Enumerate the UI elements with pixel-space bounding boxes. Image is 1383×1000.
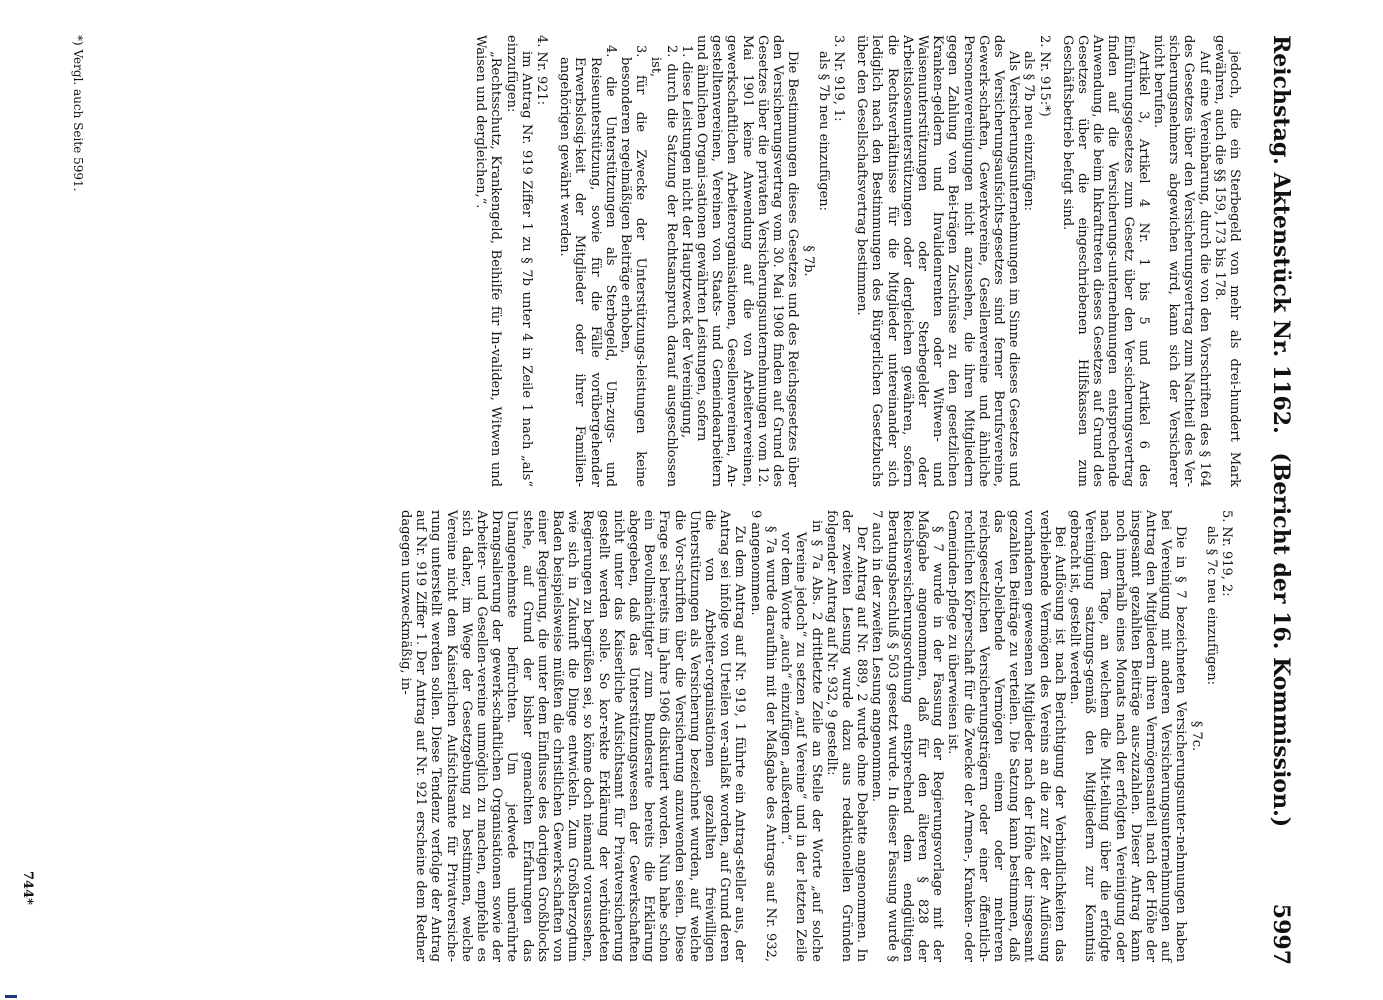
scanned-page	[0, 5, 1300, 995]
header-commission: (Bericht der 16. Kommission.)	[1268, 452, 1294, 828]
list-item: 4. die Unterstützungen als Sterbegeld, Um-zugs- und Reiseunterstützung, sowie für die Fälle vorübergehender Erwerbslosig-keit der Mitglieder oder ihrer Familien-angehörigen gewährt werden.	[557, 45, 618, 487]
paragraph: Die in § 7 bezeichneten Versicherungsunter-nehmungen haben bei Vereinigung mit anderen Versicherungsunternehmungen auf Antrag den Mitgliedern ihren Vermögensanteil nach der Höhe der insgesamt gezahlten Beiträge aus-zuzahlen. Dieser Antrag kann noch innerhalb eines Monats nach der erfolgten Vereinigung oder nach dem Tage, an welchem die Mit-teilung über die erfolgte Vereinigung satzungs-gemäß den Mitgliedern zur Kenntnis gebracht ist, gestellt werden.	[1066, 510, 1189, 962]
page-number: 5997	[1268, 903, 1294, 965]
item-heading: 2. Nr. 915:*)	[1036, 35, 1052, 117]
right-column	[398, 510, 1242, 962]
item-heading: 5. Nr. 919, 2:	[1219, 510, 1234, 597]
paragraph: Auf eine Vereinbarung, durch die von den Vorschriften des § 164 des Gesetzes über den Versicherungsvertrag zum Nachteil des Ver-sicherungsnehmers abgewichen wird, kann sich der Versicherer nicht berufen.	[1150, 35, 1212, 487]
section-title: § 7c.	[1188, 720, 1204, 752]
list-item: 2. durch die Satzung der Rechtsanspruch darauf ausgeschlossen ist,	[648, 45, 679, 487]
paragraph: als § 7b neu einzufügen:	[1021, 51, 1037, 212]
paragraph: § 7 wurde in der Fassung der Regierungsvorlage mit der Maßgabe angenommen, daß für den älteren § 828 der Reichsversicherungsordnung entsprechend dem endgültigen Beratungsbeschluß § 503 gesetzt wurde. In dieser Fassung wurde § 7 auch in der zweiten Lesung angenommen.	[869, 510, 946, 962]
list-item: 1. diese Leistungen nicht der Hauptzweck der Vereinigung,	[678, 45, 694, 439]
item-heading: 4. Nr. 921:	[534, 35, 550, 106]
item-heading: 3. Nr. 919, 1:	[830, 35, 846, 122]
header-left: Reichstag. Aktenstück Nr. 1162.	[1268, 35, 1294, 434]
page-signature: 744*	[20, 871, 35, 905]
section-title: § 7b.	[800, 245, 816, 277]
footnote: *) Vergl. auch Seite 5991.	[71, 35, 85, 192]
paragraph: Der Antrag auf Nr. 889, 2 wurde ohne Debatte angenommen. In der zweiten Lesung wurde dazu aus redaktionellen Gründen folgender Antrag auf Nr. 932, 9 gestellt:	[823, 510, 870, 962]
paragraph: Zu dem Antrag auf Nr. 919, 1 führte ein Antrag-steller aus, der Antrag sei infolge von Urteilen ver-anlaßt worden, auf Grund deren die von Arbeiter-organisationen gezahlten freiwilligen Unterstützungen als Versicherung bezeichnet wurden, auf welche die Vor-schriften über die Versicherung anzuwenden seien. Diese Frage sei bereits im Jahre 1906 diskutiert worden. Nun habe schon ein Bevollmächtigter zum Bundesrate bereits die Erklärung abgegeben, daß das Unterstützungswesen der Gewerkschaften nicht unter das Kaiserliche Aufsichtsamt für Privatversicherung gestellt werden solle. So kor-rekte Erklärung der verbündeten Regierungen zu begrüßen sei, so könne doch niemand voraussehen, wie sich in Zukunft die Dinge entwickeln. Zum Großherzogtum Baden beispielsweise müßten die christlichen Gewerk-schaften von einer Regierung, die unter dem Einflusse des dortigen Großblocks stehe, auf Grund der bisher gemachten Erfahrungen das Unangenehmste befürchten. Um jedwede unberührte Drangsalierung der gewerk-schaftlichen Organisationen sowie der Arbeiter- und Gesellen-vereine unmöglich zu machen, empfehle es sich daher, im Wege der Gesetzgebung zu bestimmen, welche Vereine nicht dem Kaiserlichen Aufsichtsamte für Privatversiche-rung unterstellt werden sollen. Diese Tendenz verfolge der Antrag auf Nr. 919 Ziffer 1. Der Antrag auf Nr. 921 erscheine dem Redner dagegen unzweckmäßig, in-	[398, 510, 748, 962]
paragraph: Artikel 3, Artikel 4 Nr. 1 bis 5 und Artikel 6 des Einführungsgesetzes zum Gesetz über den Ver-sicherungsvertrag finden auf die Versicherungs-unternehmungen entsprechende Anwendung, die beim Inkrafttreten dieses Gesetzes auf Grund des Gesetzes über die eingeschriebenen Hilfskassen zum Geschäftsbetrieb befugt sind.	[1059, 35, 1151, 487]
paragraph: Die Bestimmungen dieses Gesetzes und des Reichsgesetzes über den Versicherungsvertrag vom 30. Mai 1908 finden auf Grund des Gesetzes über die privaten Versicherungsunternehmungen vom 12. Mai 1901 keine Anwendung auf die von Arbeitervereinen, gewerkschaftlichen Arbeiterorganisationen, Gesellenvereinen, An-gestelltenvereinen, Vereinen von Staats- und Gemeindearbeitern und ähnlichen Organi-sationen gewährten Leistungen, sofern	[694, 35, 801, 487]
paragraph: Als Versicherungsunternehmungen im Sinne dieses Gesetzes und des Versicherungsaufsichts-gesetzes sind ferner Berufsvereine, Gewerk-schaften, Gewerkvereine, Gesellenvereine und ähnliche Personenvereinigungen nicht anzusehen, die ihren Mitgliedern gegen Zahlung von Bei-trägen Zuschüsse zu den gesetzlichen Kranken-geldern und Invalidenrenten oder Witwen- und Waisenunterstützungen oder Sterbegelder oder Arbeitslosenunterstützungen oder dergleichen gewähren, sofern die Rechtsverhältnisse für die Mitglieder untereinander sich lediglich nach den Bestimmungen des Bürgerlichen Gesetzbuchs über den Gesellschaftsvertrag bestimmen.	[854, 35, 1022, 487]
paragraph: im Antrag Nr. 919 Ziffer 1 zu § 7b unter 4 in Zeile 1 nach „als“ einzufügen:	[503, 35, 534, 487]
paragraph: Bei Auflösung ist nach Berichtigung der Verbindlichkeiten das verbleibende Vermögen des Vereins an die zur Zeit der Auflösung vorhandenen gewesenen Mitglieder nach der Höhe der insgesamt gezahlten Beiträge zu verteilen. Die Satzung kann bestimmen, daß das ver-bleibende Vermögen einem oder mehreren reichsgesetzlichen Versicherungsträgern oder einer öffentlich-rechtlichen Körperschaft für die Zwecke der Armen-, Kranken- oder Gemeinden-pflege zu überweisen ist.	[945, 510, 1067, 962]
paragraph: jedoch, die ein Sterbegeld von mehr als drei-hundert Mark gewähren, auch die §§ 159, 173 bis 178.	[1211, 35, 1242, 487]
paragraph: als § 7b neu einzufügen:	[815, 51, 831, 212]
paragraph: in § 7a Abs. 2 drittletzte Zeile an Stelle der Worte „auf solche Vereine jedoch“ zu setzen „auf Vereine“ und in der letzten Zeile vor dem Worte „auch“ einzufügen „außerdem“.	[778, 520, 824, 962]
left-column	[473, 35, 1242, 487]
paragraph: als § 7c neu einzufügen:	[1203, 526, 1219, 685]
list-item: 3. für die Zwecke der Unterstützungs-leistungen keine besonderen regelmäßigen Beiträge erhoben,	[618, 45, 649, 487]
page-header	[1254, 35, 1294, 965]
paragraph: § 7a wurde daraufhin mit der Maßgabe des Antrags auf Nr. 932, 9 angenommen.	[747, 510, 778, 962]
paragraph: „Rechtsschutz, Krankengeld, Beihilfe für In-validen, Witwen und Waisen und dergleichen,“.	[473, 35, 504, 487]
header-right	[1268, 452, 1294, 965]
